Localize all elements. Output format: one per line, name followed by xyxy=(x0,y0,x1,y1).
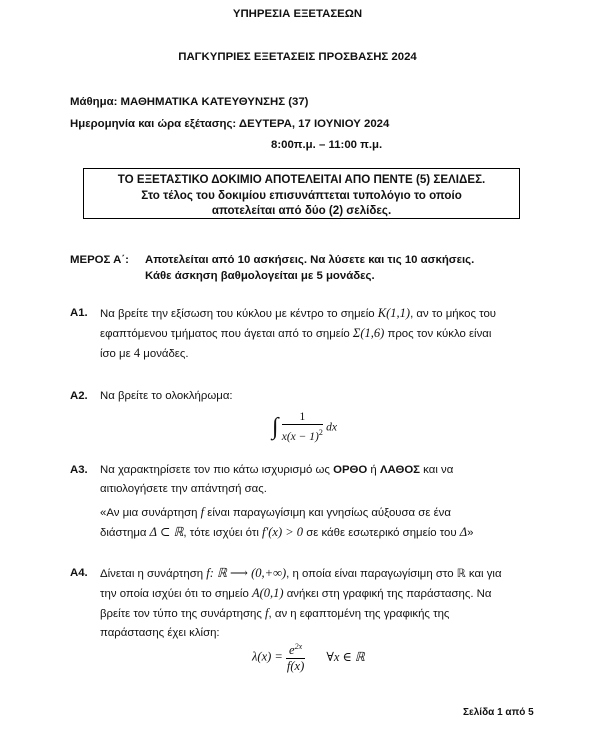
service-title: ΥΠΗΡΕΣΙΑ ΕΞΕΤΑΣΕΩΝ xyxy=(232,8,363,20)
integral-formula: ∫ $\frac{1}{x(x - 1)^2}$ dx xyxy=(272,411,337,443)
subject-line: Μάθημα: ΜΑΘΗΜΑΤΙΚΑ ΚΑΤΕΥΘΥΝΣΗΣ (37) xyxy=(70,96,309,108)
question-a2-text: Να βρείτε το ολοκλήρωμα: xyxy=(100,390,233,402)
time-line: 8:00π.μ. – 11:00 π.μ. xyxy=(271,139,383,151)
question-a1-number: Α1. xyxy=(70,307,88,319)
question-a4-number: Α4. xyxy=(70,567,88,579)
question-a4-text: Δίνεται η συνάρτηση f: ℝ ⟶ (0,+∞), η οποία είναι παραγωγίσιμη στο ℝ και για την οποία ισχύει ότι το σημείο Α(0,1) ανήκει στη γραφική της παράστασης. Να βρείτε τον τύπο της συνάρτησης f, αν η εφαπτομένη της γραφικής της παράστασης έχει κλίση: xyxy=(100,566,502,639)
part-a-line-1: Αποτελείται από 10 ασκήσεις. Να λύσετε και τις 10 ασκήσεις. xyxy=(145,254,475,266)
question-a2-number: Α2. xyxy=(70,390,88,402)
notice-line-3: αποτελείται από δύο (2) σελίδες. xyxy=(211,204,392,217)
slope-formula: λ(x) = $\frac{e^{2x}}{f(x)}$ ∀x ∈ ℝ xyxy=(252,642,365,673)
question-a1-text: Να βρείτε την εξίσωση του κύκλου με κέντρο το σημείο K(1,1), αν το μήκος του εφαπτόμενου τμήματος που άγεται από το σημείο Σ(1,6) προς τον κύκλο είναι ίσο με 4 μονάδες. xyxy=(100,306,497,360)
date-line: Ημερομηνία και ώρα εξέτασης: ΔΕΥΤΕΡΑ, 17 ΙΟΥΝΙΟΥ 2024 xyxy=(70,118,390,130)
part-a-line-2: Κάθε άσκηση βαθμολογείται με 5 μονάδες. xyxy=(145,270,375,282)
notice-line-1: ΤΟ ΕΞΕΤΑΣΤΙΚΟ ΔΟΚΙΜΙΟ ΑΠΟΤΕΛΕΙΤΑΙ ΑΠΟ ΠΕΝΤΕ (5) ΣΕΛΙΔΕΣ. xyxy=(117,173,486,186)
page-number: Σελίδα 1 από 5 xyxy=(463,707,534,718)
integral-sign: ∫ xyxy=(272,413,279,440)
question-a3-number: Α3. xyxy=(70,464,88,476)
part-a-label: ΜΕΡΟΣ Α΄: xyxy=(70,254,129,266)
notice-line-2: Στο τέλος του δοκιμίου επισυνάπτεται τυπολόγιο το οποίο xyxy=(141,188,462,202)
question-a3-text: Να χαρακτηρίσετε τον πιο κάτω ισχυρισμό ως ΟΡΘΟ ή ΛΑΘΟΣ και να αιτιολογήσετε την απάντησή σας. «Αν μια συνάρτηση f είναι παραγωγίσιμη και γνησίως αύξουσα σε ένα διάστημα Δ ⊂ ℝ, τότε ισχύει ότι f′(x) > 0 σε κάθε εσωτερικό σημείο του Δ» xyxy=(100,464,474,539)
exam-title: ΠΑΓΚΥΠΡΙΕΣ ΕΞΕΤΑΣΕΙΣ ΠΡΟΣΒΑΣΗΣ 2024 xyxy=(178,51,417,63)
notice-box xyxy=(83,168,520,219)
